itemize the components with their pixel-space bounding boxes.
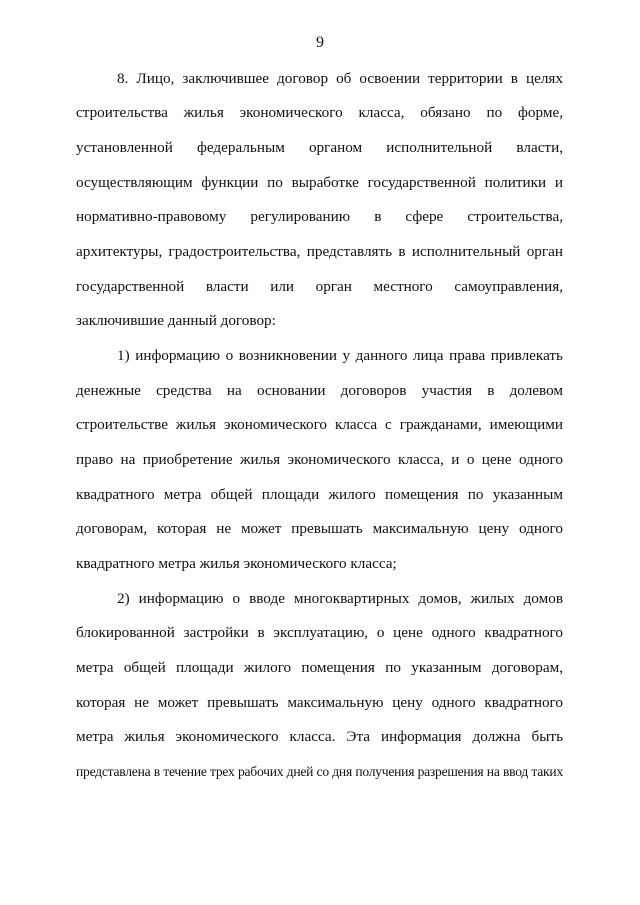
text-line: которая не может превышать максимальную цену одного квадратного — [76, 694, 563, 711]
text-line: денежные средства на основании договоров участия в долевом — [76, 382, 563, 399]
text-line: 1) информацию о возникновении у данного лица права привлекать — [117, 347, 563, 364]
text-line: представлена в течение трех рабочих дней со дня получения разрешения на ввод таких — [76, 764, 563, 779]
text-line: нормативно-правовому регулированию в сфере строительства, — [76, 208, 563, 225]
text-line: метра жилья экономического класса. Эта информация должна быть — [76, 728, 563, 745]
text-line: строительстве жилья экономического класса с гражданами, имеющими — [76, 416, 563, 433]
text-line: заключившие данный договор: — [76, 312, 276, 329]
text-line: блокированной застройки в эксплуатацию, о цене одного квадратного — [76, 624, 563, 641]
text-line: квадратного метра общей площади жилого помещения по указанным — [76, 486, 563, 503]
text-line: квадратного метра жилья экономического класса; — [76, 555, 397, 572]
text-line: установленной федеральным органом исполнительной власти, — [76, 139, 563, 156]
text-line: метра общей площади жилого помещения по указанным договорам, — [76, 659, 563, 676]
text-line: осуществляющим функции по выработке государственной политики и — [76, 174, 563, 191]
text-line: право на приобретение жилья экономического класса, и о цене одного — [76, 451, 563, 468]
text-line: архитектуры, градостроительства, представлять в исполнительный орган — [76, 243, 563, 260]
page-number: 9 — [316, 34, 324, 51]
text-line: договорам, которая не может превышать максимальную цену одного — [76, 520, 563, 537]
text-line: строительства жилья экономического класса, обязано по форме, — [76, 104, 563, 121]
text-line: 8. Лицо, заключившее договор об освоении территории в целях — [117, 70, 563, 87]
text-line: 2) информацию о вводе многоквартирных домов, жилых домов — [117, 590, 563, 607]
text-line: государственной власти или орган местного самоуправления, — [76, 278, 563, 295]
